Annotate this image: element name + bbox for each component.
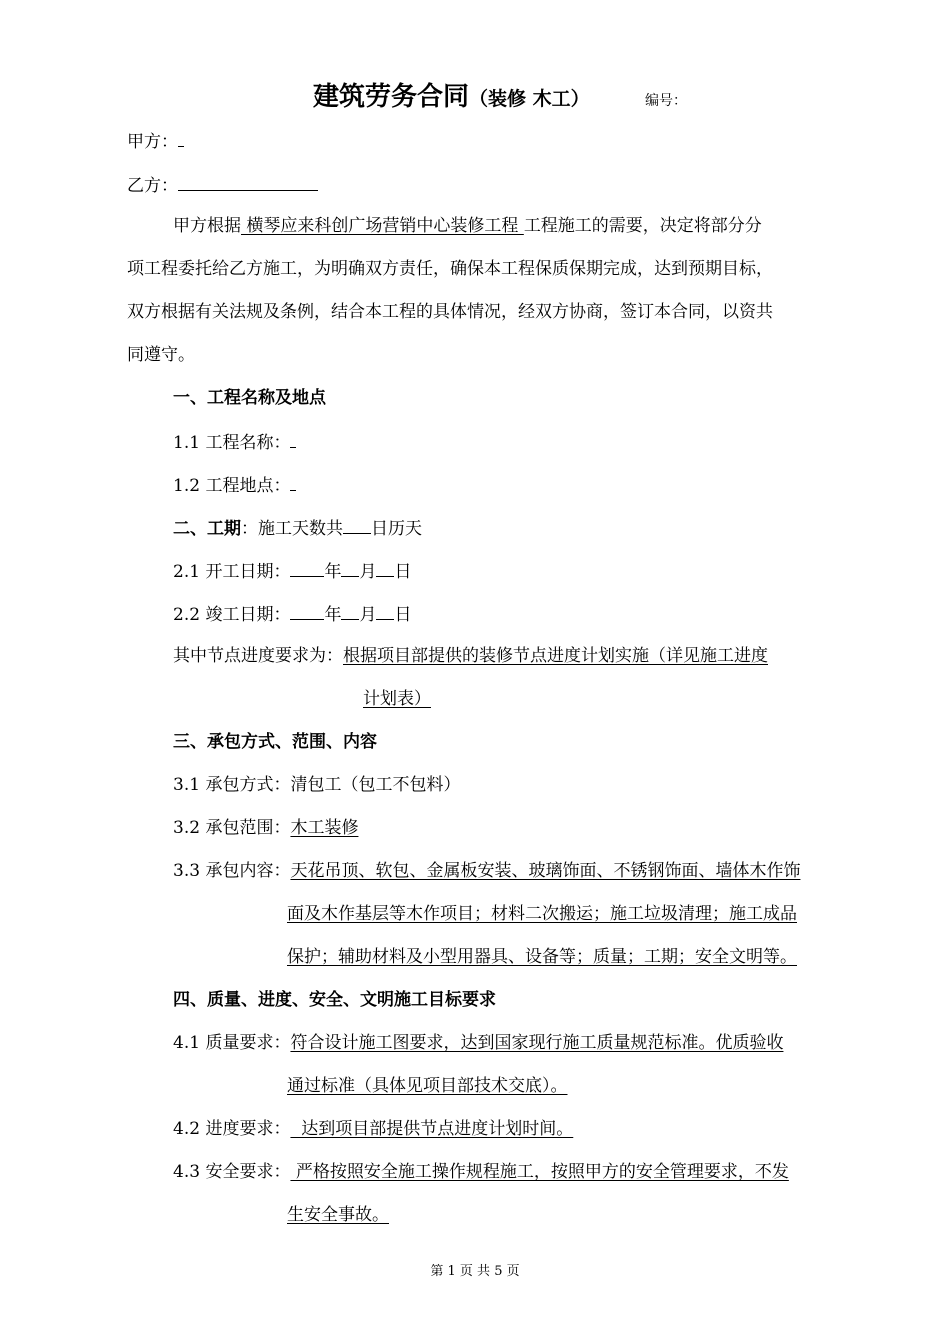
end-year-unit: 年 [324,605,342,625]
section-2-line [173,515,422,541]
intro-line-3: 双方根据有关法规及条例，结合本工程的具体情况，经双方协商，签订本合同，以资共 [127,302,773,322]
party-b-line [127,172,318,198]
node-progress-value-2: 计划表） [363,689,431,709]
end-year-blank [290,601,324,620]
intro-prefix: 甲方根据 [173,216,241,236]
project-location-label: 1.2 工程地点： [173,476,291,496]
quality-value-1: 符合设计施工图要求，达到国家现行施工质量规范标准。优质验收 [290,1033,784,1053]
contract-content-value-1: 天花吊顶、软包、金属板安装、玻璃饰面、不锈钢饰面、墙体木作饰 [290,861,801,881]
end-date-label: 2.2 竣工日期： [173,605,291,625]
node-progress-value-1: 根据项目部提供的装修节点进度计划实施（详见施工进度 [343,646,768,666]
progress-line [173,1117,573,1141]
page-footer: 第 1 页 共 5 页 [430,1264,520,1279]
quality-value-2: 通过标准（具体见项目部技术交底）。 [287,1076,568,1096]
project-name-line [173,429,296,455]
contract-content-value-3: 保护；辅助材料及小型用器具、设备等；质量；工期；安全文明等。 [287,947,797,967]
end-month-blank [341,601,359,620]
safety-label: 4.3 安全要求： [173,1162,291,1182]
safety-value-2: 生安全事故。 [287,1205,389,1225]
contract-scope-value: 木工装修 [290,818,359,838]
party-b-label: 乙方： [127,176,178,196]
start-date-label: 2.1 开工日期： [173,562,291,582]
intro-project-name: 横琴应来科创广场营销中心装修工程 [241,216,524,236]
end-day-unit: 日 [394,605,412,625]
progress-value: 达到项目部提供节点进度计划时间。 [290,1119,574,1139]
party-b-blank [178,172,318,191]
intro-line-4: 同遵守。 [127,345,195,365]
start-day-blank [376,558,394,577]
node-progress-label: 其中节点进度要求为： [173,646,343,666]
title-sub: （装修 木工） [469,88,590,110]
contract-scope-line [173,816,366,840]
section-3-heading: 三、承包方式、范围、内容 [173,732,377,752]
start-year-blank [290,558,324,577]
safety-line-1 [173,1160,789,1184]
party-a-blank [178,128,184,147]
intro-line-1 [173,214,762,238]
project-name-label: 1.1 工程名称： [173,433,291,453]
duration-days-blank [343,515,371,534]
duration-prefix: ：施工天数共 [241,519,343,539]
contract-content-line-1 [173,859,800,883]
start-date-line [173,558,411,584]
node-progress-line-1 [173,644,768,668]
section-4-heading: 四、质量、进度、安全、文明施工目标要求 [173,990,496,1010]
document-title [313,80,687,118]
party-a-label: 甲方： [127,132,178,152]
start-year-unit: 年 [324,562,342,582]
quality-label: 4.1 质量要求： [173,1033,291,1053]
start-day-unit: 日 [394,562,412,582]
end-day-blank [376,601,394,620]
party-a-line [127,128,184,154]
intro-line-1-rest: 工程施工的需要，决定将部分分 [523,216,762,236]
quality-line-1 [173,1031,783,1055]
title-main: 建筑劳务合同 [313,82,470,112]
project-name-blank [290,429,296,448]
contract-content-value-2: 面及木作基层等木作项目；材料二次搬运；施工垃圾清理；施工成品 [287,904,797,924]
progress-label: 4.2 进度要求： [173,1119,291,1139]
end-date-line [173,601,411,627]
project-location-line [173,472,296,498]
intro-line-2: 项工程委托给乙方施工，为明确双方责任，确保本工程保质保期完成，达到预期目标， [127,259,773,279]
start-month-blank [341,558,359,577]
section-1-heading: 一、工程名称及地点 [173,388,326,408]
contract-scope-label: 3.2 承包范围： [173,818,291,838]
contract-content-label: 3.3 承包内容： [173,861,291,881]
section-2-heading: 二、工期 [173,519,241,539]
start-month-unit: 月 [359,562,377,582]
end-month-unit: 月 [359,605,377,625]
contract-mode: 3.1 承包方式：清包工（包工不包料） [173,775,461,795]
duration-suffix: 日历天 [371,519,422,539]
project-location-blank [290,472,296,491]
safety-value-1: 严格按照安全施工操作规程施工，按照甲方的安全管理要求，不发 [290,1162,789,1182]
serial-number-label: 编号： [645,93,688,109]
